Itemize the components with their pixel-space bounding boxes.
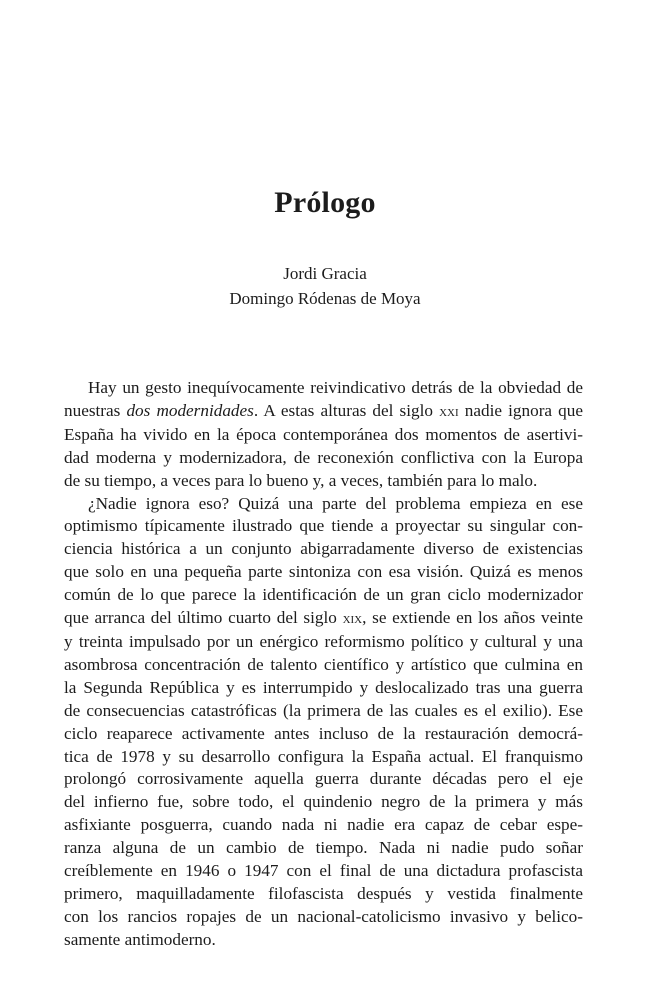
text-line: la Segunda República y es interrumpido y deslocalizado tras una guerra [64, 677, 583, 697]
text-line: ciclo reaparece activamente antes incluso de la restauración democrá- [64, 723, 583, 743]
text-line: de su tiempo, a veces para lo bueno y, a veces, también para lo malo. [64, 470, 538, 490]
text-line: prolongó corrosivamente aquella guerra durante décadas pero el eje [64, 769, 583, 789]
text-line: ciencia histórica a un conjunto abigarradamente diverso de existencias [64, 539, 583, 559]
text-line: dad moderna y modernizadora, de reconexión conflictiva con la Europa [64, 447, 583, 467]
text-line: primero, maquilladamente filofascista después y vestida finalmente [64, 883, 583, 903]
text-line: optimismo típicamente ilustrado que tiende a proyectar su singular con- [64, 516, 583, 536]
text-line: común de lo que parece la identificación de un gran ciclo modernizador [64, 585, 583, 605]
prologue-body [64, 377, 583, 952]
text-line: ranza alguna de un cambio de tiempo. Nada ni nadie pudo soñar [64, 838, 583, 858]
text-line: nuestras dos modernidades. A estas alturas del siglo xxi nadie ignora que [64, 400, 583, 420]
text-line: que solo en una pequeña parte sintoniza con esa visión. Quizá es menos [64, 562, 583, 582]
text-line: con los rancios ropajes de un nacional-catolicismo invasivo y belico- [64, 906, 583, 926]
text-line: creíblemente en 1946 o 1947 con el final de una dictadura profascista [64, 861, 583, 881]
text-line: que arranca del último cuarto del siglo xix, se extiende en los años veinte [64, 608, 583, 628]
authors-block [0, 261, 650, 311]
author-name: Domingo Ródenas de Moya [229, 289, 421, 308]
text-line: asfixiante posguerra, cuando nada ni nadie era capaz de cebar espe- [64, 815, 583, 835]
text-line: del infierno fue, sobre todo, el quindenio negro de la primera y más [64, 792, 583, 812]
text-line: y treinta impulsado por un enérgico reformismo político y cultural y una [64, 631, 583, 651]
text-line: de consecuencias catastróficas (la primera de las cuales es el exilio). Ese [64, 700, 583, 720]
text-line: asombrosa concentración de talento científico y artístico que culmina en [64, 654, 583, 674]
text-line: tica de 1978 y su desarrollo configura la España actual. El franquismo [64, 746, 583, 766]
text-line: Hay un gesto inequívocamente reivindicativo detrás de la obviedad de [88, 378, 583, 397]
author-name: Jordi Gracia [283, 264, 367, 283]
paragraph [64, 377, 583, 493]
text-line: samente antimoderno. [64, 929, 216, 949]
text-line: España ha vivido en la época contemporánea dos momentos de asertivi- [64, 424, 583, 444]
text-line: ¿Nadie ignora eso? Quizá una parte del problema empieza en ese [88, 493, 583, 513]
paragraph [64, 493, 583, 952]
page-title: Prólogo [274, 186, 376, 219]
